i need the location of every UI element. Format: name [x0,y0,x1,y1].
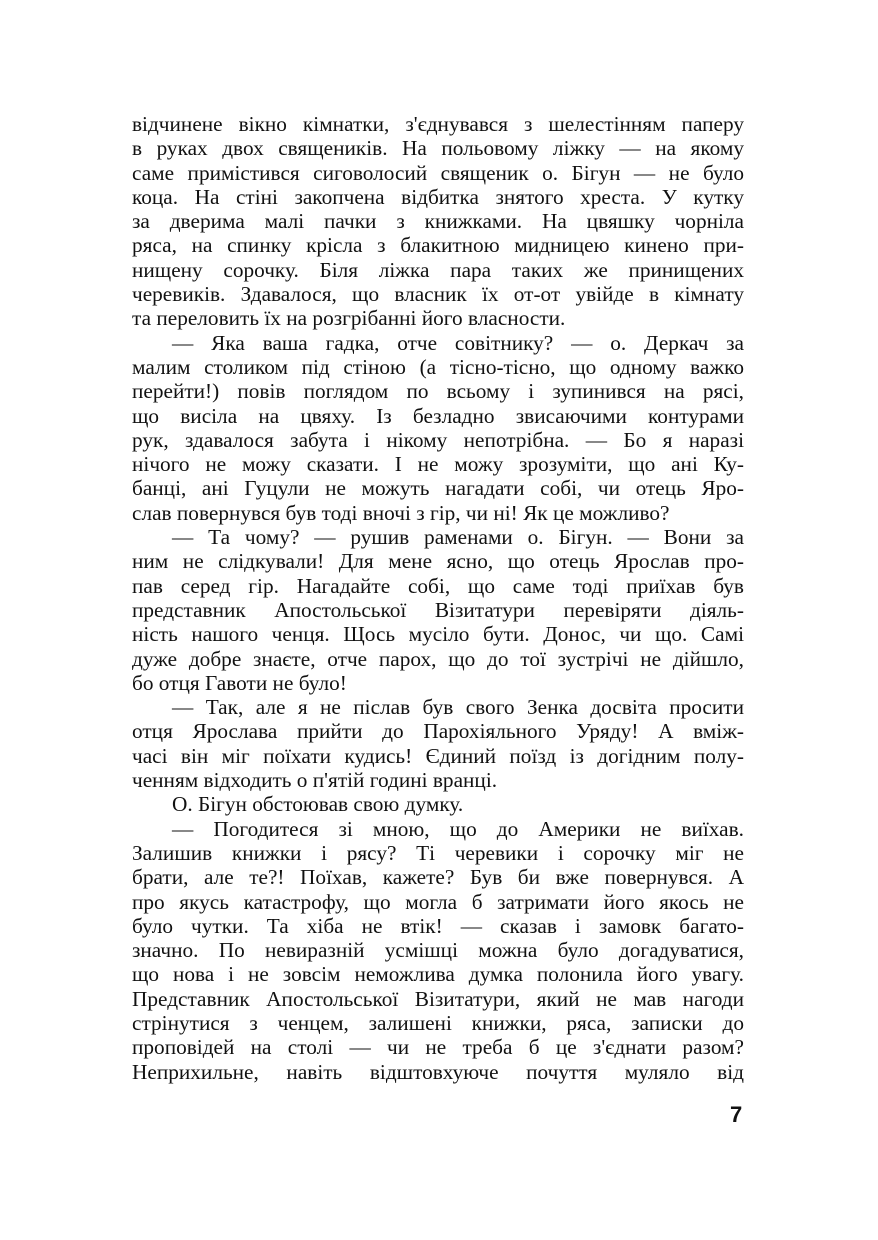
text-line: — Так, але я не післав був свого Зенка досвіта просити [172,695,744,720]
text-line: Представник Апостольської Візитатури, який не мав нагоди [132,986,744,1011]
text-line: — Яка ваша гадка, отче совітнику? — о. Деркач за [172,330,744,355]
text-line: рук, здавалося забута і нікому непотрібна. — Бо я наразі [132,427,744,452]
text-line: про якусь катастрофу, що могла б затримати його якось не [132,889,744,914]
text-line: ряса, на спинку крісла з блакитною мидницею кинено при- [132,233,744,258]
text-line: саме примістився сиговолосий священик о. Бігун — не було [132,160,744,185]
text-line: — Та чому? — рушив раменами о. Бігун. — Вони за [172,525,744,550]
text-line: значно. По невиразній усмішці можна було догадуватися, [132,938,744,963]
text-line: за дверима малі пачки з книжками. На цвяшку чорніла [132,209,744,234]
text-line: слав повернувся був тоді вночі з гір, чи ні! Як це можливо? [132,500,670,525]
text-line: що нова і не зовсім неможлива думка полонила його увагу. [132,962,744,987]
text-line: ченням відходить о п'ятій годині вранці. [132,768,498,793]
text-line: Неприхильне, навіть відштовхуюче почуття муляло від [132,1059,744,1084]
text-line: пав серед гір. Нагадайте собі, що саме тоді приїхав був [132,573,744,598]
text-line: представник Апостольської Візитатури перевіряти діяль- [132,597,744,622]
text-line: — Погодитеся зі мною, що до Америки не виїхав. [172,816,744,841]
text-line: стрінутися з ченцем, залишені книжки, ряса, записки до [132,1010,744,1035]
text-line: брати, але те?! Поїхав, кажете? Був би вже повернувся. А [132,865,744,890]
text-line: ність нашого ченця. Щось мусіло бути. Донос, чи що. Самі [132,622,744,647]
text-line: в руках двох священиків. На польовому ліжку — на якому [132,136,744,161]
page-number: 7 [730,1102,743,1127]
text-line: відчинене вікно кімнатки, з'єднувався з шелестінням паперу [132,112,744,136]
text-line: що висіла на цвяху. Із безладно звисаючими контурами [132,403,744,428]
text-line: Залишив книжки і рясу? Ті черевики і сорочку міг не [132,840,744,865]
text-line: нічого не можу сказати. І не можу зрозуміти, що ані Ку- [132,452,744,477]
text-line: коца. На стіні закопчена відбитка знятого хреста. У кутку [132,184,744,209]
text-line: черевиків. Здавалося, що власник їх от-от увійде в кімнату [132,282,744,307]
text-line: малим столиком під стіною (а тісно-тісно, що одному важко [132,354,744,379]
body-text [132,112,744,1084]
text-line: бо отця Гавоти не було! [132,670,347,695]
text-line: О. Бігун обстоював свою думку. [172,792,464,817]
text-line: ним не слідкували! Для мене ясно, що отець Ярослав про- [132,549,744,574]
text-line: перейти!) повів поглядом по всьому і зупинився на рясі, [132,379,744,404]
text-line: банці, ані Гуцули не можуть нагадати собі, чи отець Яро- [132,476,744,501]
text-line: та переловить їх на розгрібанні його власности. [132,306,566,331]
text-line: отця Ярослава прийти до Парохіяльного Уряду! А вміж- [132,719,744,744]
text-line: проповідей на столі — чи не треба б це з'єднати разом? [132,1035,744,1060]
text-line: було чутки. Та хіба не втік! — сказав і замовк багато- [132,913,744,938]
text-line: часі він міг поїхати кудись! Єдиний поїзд із догідним полу- [132,743,744,768]
text-line: дуже добре знаєте, отче парох, що до тої зустрічі не дійшло, [132,646,744,671]
text-line: нищену сорочку. Біля ліжка пара таких же принищених [132,257,744,282]
